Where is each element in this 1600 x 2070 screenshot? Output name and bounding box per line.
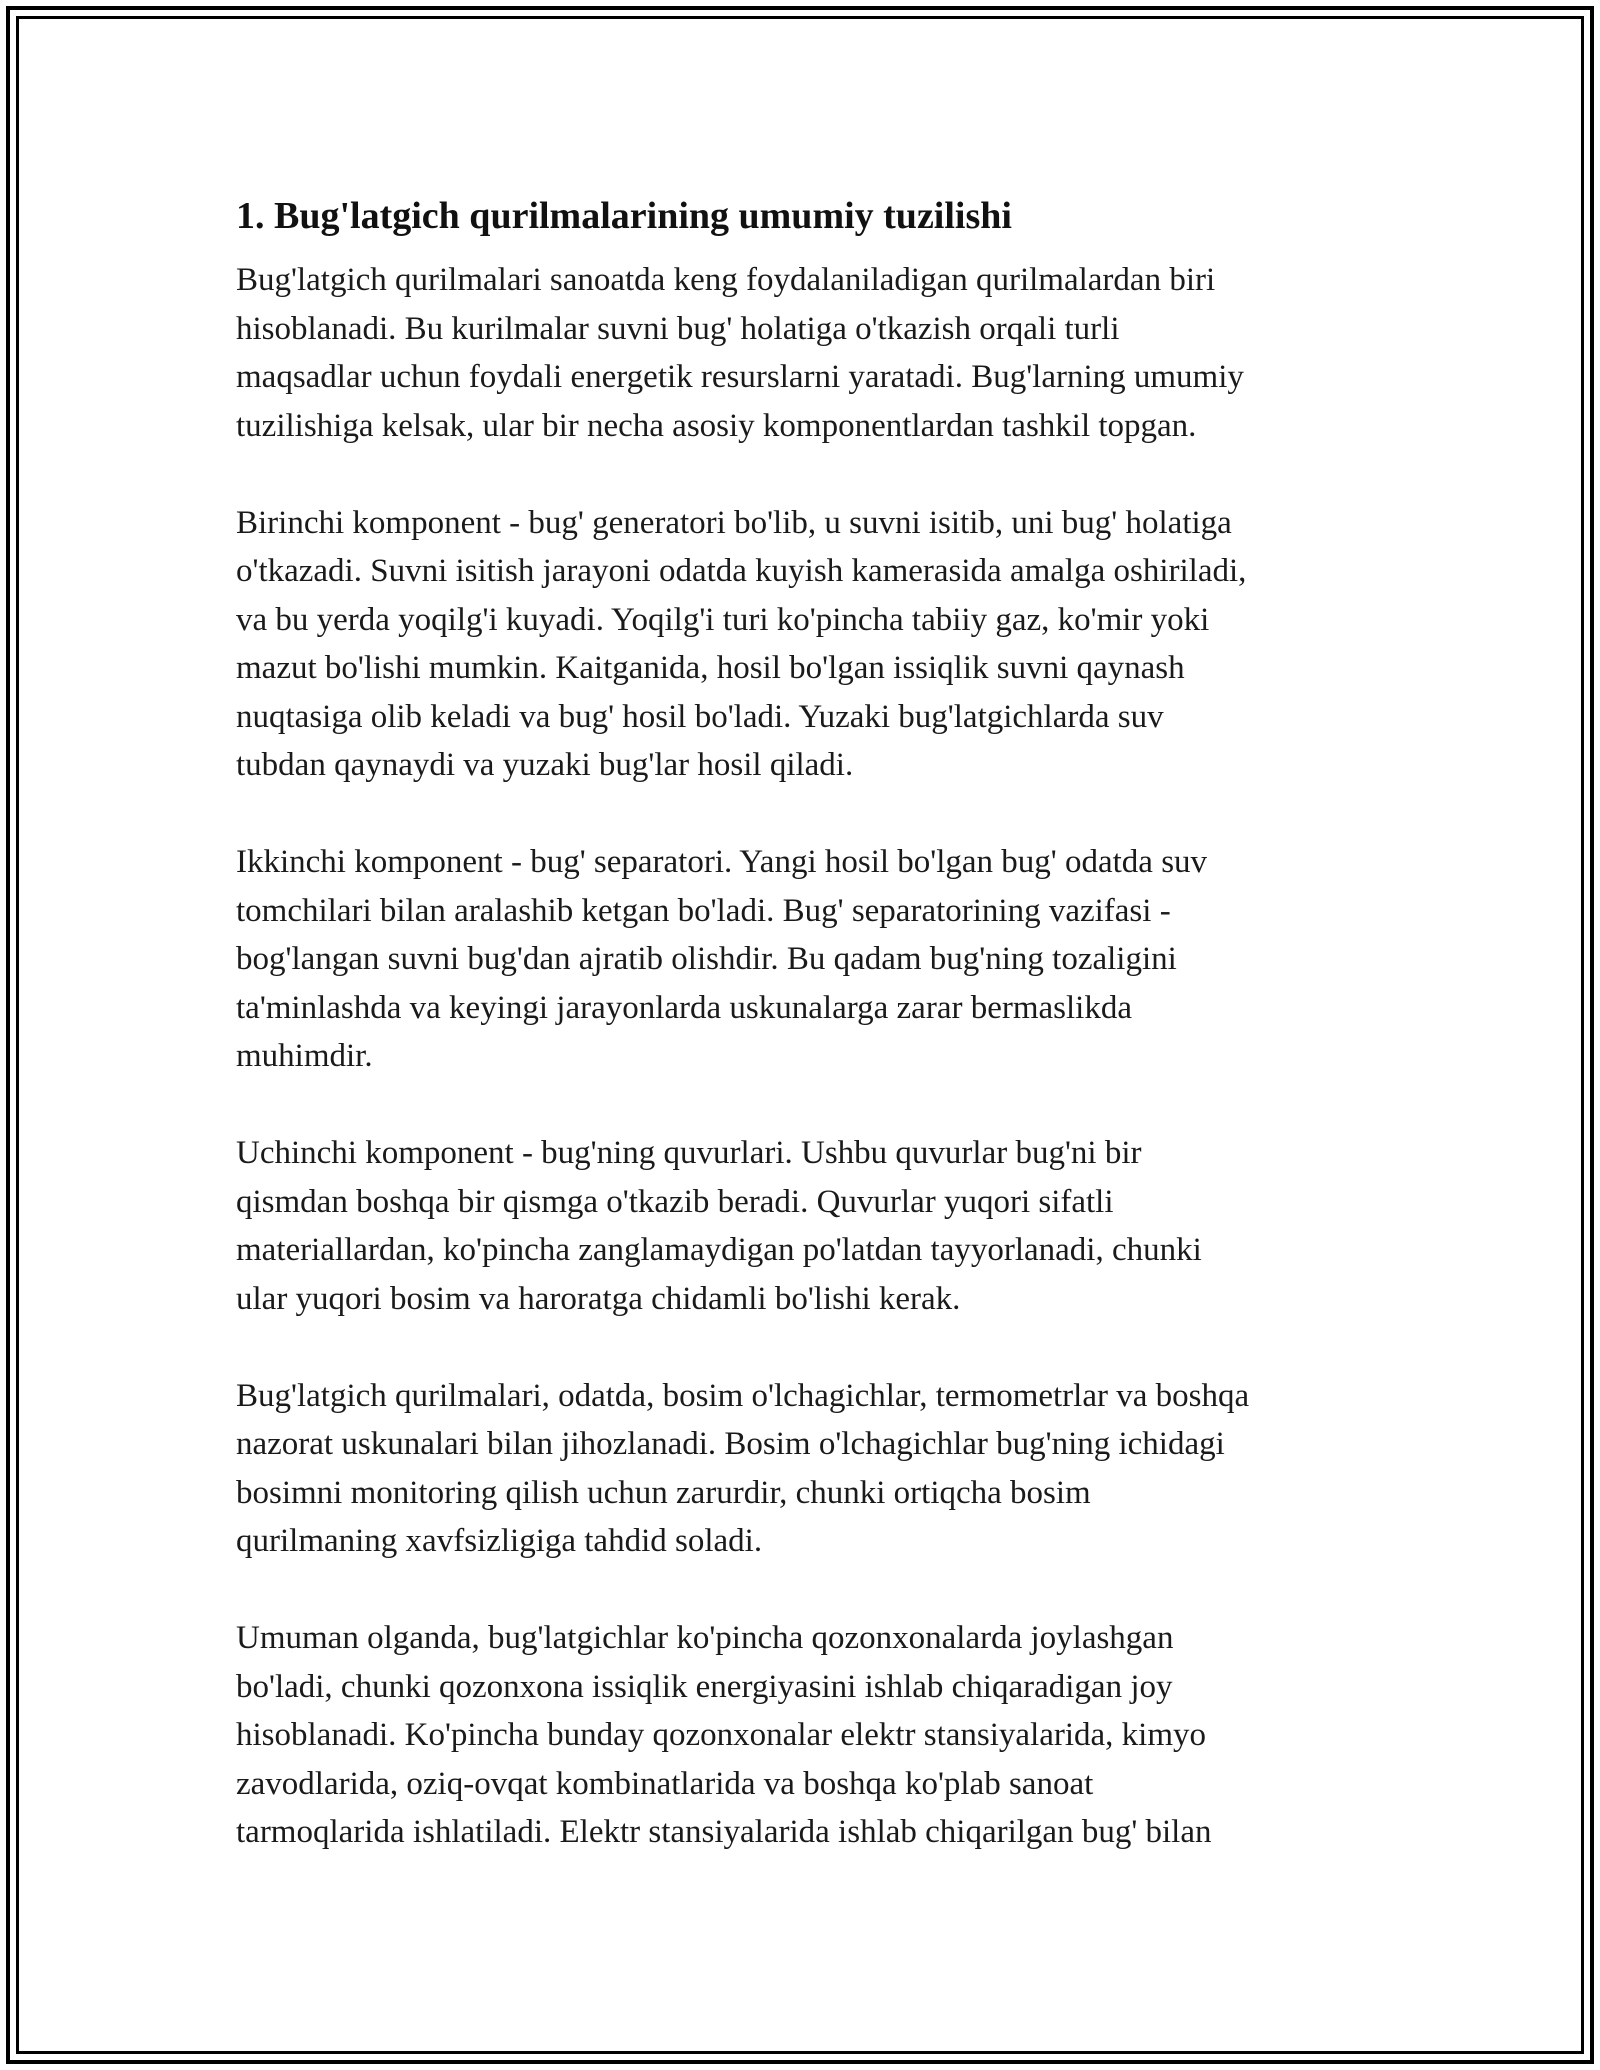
text-line: tarmoqlarida ishlatiladi. Elektr stansiyalarida ishlab chiqarilgan bug' bilan — [236, 1814, 1212, 1850]
text-line: Umuman olganda, bug'latgichlar ko'pincha qozonxonalarda joylashgan — [236, 1620, 1174, 1656]
paragraph-third-component — [236, 1129, 1386, 1323]
text-line: hisoblanadi. Ko'pincha bunday qozonxonalar elektr stansiyalarida, kimyo — [236, 1717, 1207, 1753]
text-line: mazut bo'lishi mumkin. Kaitganida, hosil bo'lgan issiqlik suvni qaynash — [236, 650, 1185, 686]
paragraph-intro — [236, 256, 1386, 450]
text-line: tuzilishiga kelsak, ular bir necha asosiy komponentlardan tashkil topgan. — [236, 407, 1197, 444]
text-line: qurilmaning xavfsizligiga tahdid soladi. — [236, 1523, 763, 1559]
section-heading: 1. Bug'latgich qurilmalarining umumiy tuzilishi — [236, 195, 1012, 237]
text-line: Bug'latgich qurilmalari sanoatda keng foydalaniladigan qurilmalardan biri — [236, 262, 1216, 298]
text-line: Ikkinchi komponent - bug' separatori. Yangi hosil bo'lgan bug' odatda suv — [236, 844, 1208, 880]
text-line: nuqtasiga olib keladi va bug' hosil bo'ladi. Yuzaki bug'latgichlarda suv — [236, 698, 1164, 735]
paragraph-first-component — [236, 499, 1386, 790]
text-line: maqsadlar uchun foydali energetik resurslarni yaratadi. Bug'larning umumiy — [236, 359, 1244, 395]
text-line: muhimdir. — [236, 1038, 373, 1074]
document-body — [236, 186, 1386, 1905]
text-line: ular yuqori bosim va haroratga chidamli bo'lishi kerak. — [236, 1280, 961, 1317]
text-line: Birinchi komponent - bug' generatori bo'lib, u suvni isitib, uni bug' holatiga — [236, 504, 1232, 541]
text-line: tubdan qaynaydi va yuzaki bug'lar hosil qiladi. — [236, 747, 854, 783]
text-line: materiallardan, ko'pincha zanglamaydigan po'latdan tayyorlanadi, chunki — [236, 1232, 1202, 1268]
text-line: zavodlarida, oziq-ovqat kombinatlarida va boshqa ko'plab sanoat — [236, 1765, 1094, 1802]
text-line: bog'langan suvni bug'dan ajratib olishdir. Bu qadam bug'ning tozaligini — [236, 941, 1177, 977]
text-line: Uchinchi komponent - bug'ning quvurlari. Ushbu quvurlar bug'ni bir — [236, 1135, 1142, 1171]
text-line: tomchilari bilan aralashib ketgan bo'ladi. Bug' separatorining vazifasi - — [236, 892, 1171, 929]
text-line: o'tkazadi. Suvni isitish jarayoni odatda kuyish kamerasida amalga oshiriladi, — [236, 553, 1247, 589]
paragraph-instruments — [236, 1372, 1386, 1566]
paragraph-second-component — [236, 838, 1386, 1081]
text-line: va bu yerda yoqilg'i kuyadi. Yoqilg'i turi ko'pincha tabiiy gaz, ko'mir yoki — [236, 601, 1210, 638]
text-line: bo'ladi, chunki qozonxona issiqlik energiyasini ishlab chiqaradigan joy — [236, 1668, 1173, 1705]
text-line: ta'minlashda va keyingi jarayonlarda uskunalarga zarar bermaslikda — [236, 989, 1132, 1026]
text-line: qismdan boshqa bir qismga o'tkazib beradi. Quvurlar yuqori sifatli — [236, 1183, 1114, 1220]
text-line: nazorat uskunalari bilan jihozlanadi. Bosim o'lchagichlar bug'ning ichidagi — [236, 1426, 1225, 1462]
text-line: hisoblanadi. Bu kurilmalar suvni bug' holatiga o'tkazish orqali turli — [236, 310, 1120, 347]
text-line: Bug'latgich qurilmalari, odatda, bosim o'lchagichlar, termometrlar va boshqa — [236, 1377, 1250, 1414]
paragraph-summary — [236, 1614, 1386, 1857]
text-line: bosimni monitoring qilish uchun zarurdir, chunki ortiqcha bosim — [236, 1474, 1091, 1511]
